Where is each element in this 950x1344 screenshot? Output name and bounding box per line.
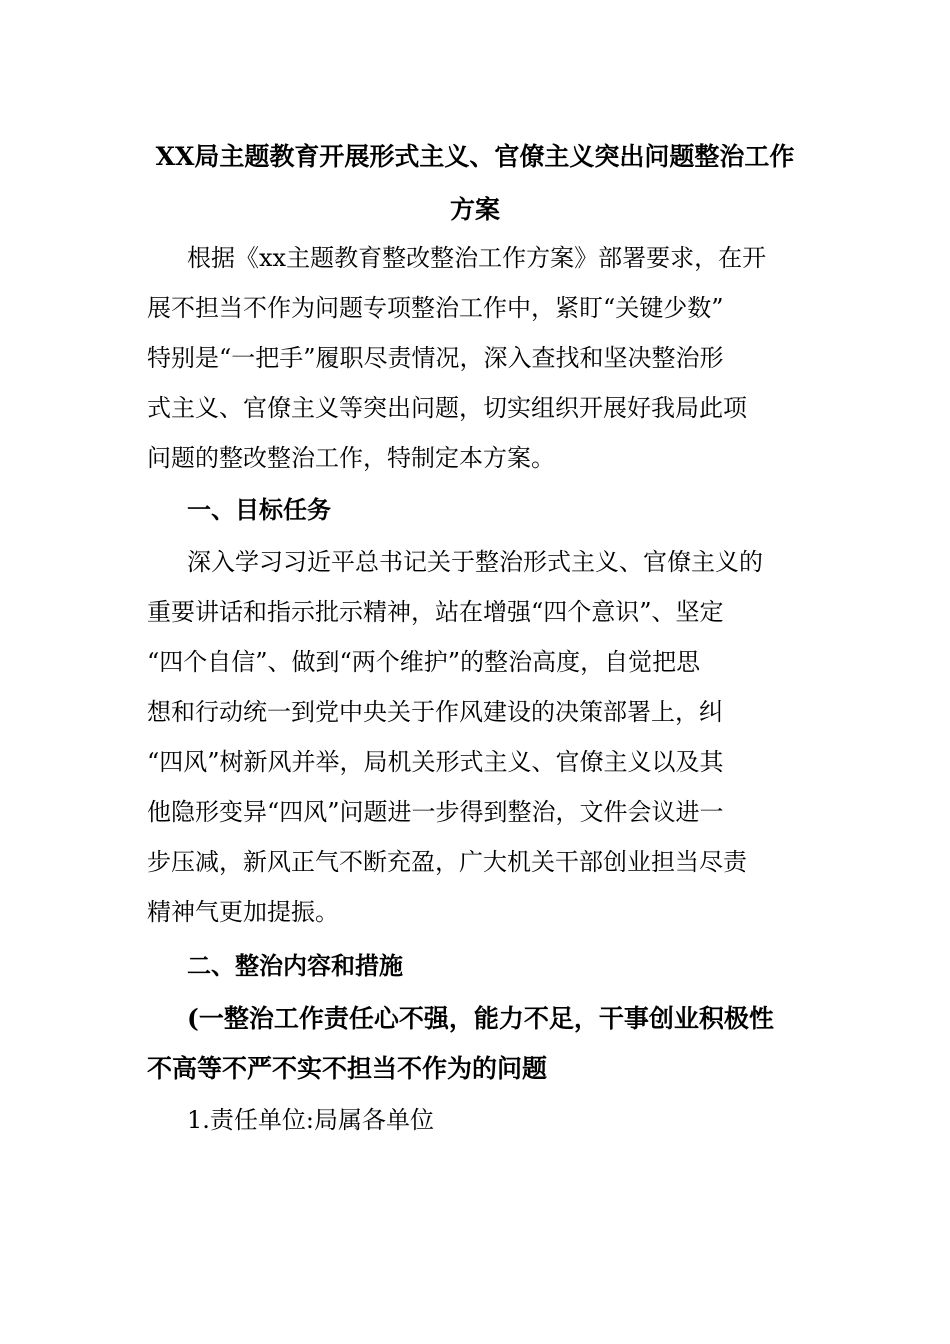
section-1-heading: 一、目标任务	[187, 495, 331, 524]
section-1-line-8: 精神气更加提振。	[147, 898, 339, 926]
section-1-line-1: 深入学习习近平总书记关于整治形式主义、官僚主义的	[187, 548, 763, 576]
section-1-line-3: “四个自信”、做到“两个维护”的整治高度，自觉把思	[147, 648, 701, 676]
section-2-heading: 二、整治内容和措施	[187, 951, 403, 980]
intro-line-4: 式主义、官僚主义等突出问题，切实组织开展好我局此项	[147, 394, 747, 422]
section-1-line-4: 想和行动统一到党中央关于作风建设的决策部署上，纠	[147, 698, 723, 726]
intro-line-2: 展不担当不作为问题专项整治工作中，紧盯“关键少数”	[147, 294, 724, 322]
subsection-1-line-2: 不高等不严不实不担当不作为的问题	[147, 1054, 548, 1083]
section-1-line-6: 他隐形变异“四风”问题进一步得到整治，文件会议进一	[147, 798, 724, 826]
intro-line-3: 特别是“一把手”履职尽责情况，深入查找和坚决整治形	[147, 344, 724, 372]
intro-line-1: 根据《xx主题教育整改整治工作方案》部署要求，在开	[187, 244, 767, 272]
document-title-line-1: XX局主题教育开展形式主义、官僚主义突出问题整治工作	[155, 142, 795, 171]
item-1: 1.责任单位:局属各单位	[187, 1106, 434, 1134]
section-1-line-7: 步压减，新风正气不断充盈，广大机关干部创业担当尽责	[147, 848, 747, 876]
intro-line-5: 问题的整改整治工作，特制定本方案。	[147, 444, 555, 472]
section-1-line-2: 重要讲话和指示批示精神，站在增强“四个意识”、坚定	[147, 598, 724, 626]
section-1-line-5: “四风”树新风并举，局机关形式主义、官僚主义以及其	[147, 748, 724, 776]
subsection-1-line-1: (一整治工作责任心不强，能力不足，干事创业积极性	[187, 1004, 774, 1033]
document-title-line-2: 方案	[449, 195, 500, 224]
